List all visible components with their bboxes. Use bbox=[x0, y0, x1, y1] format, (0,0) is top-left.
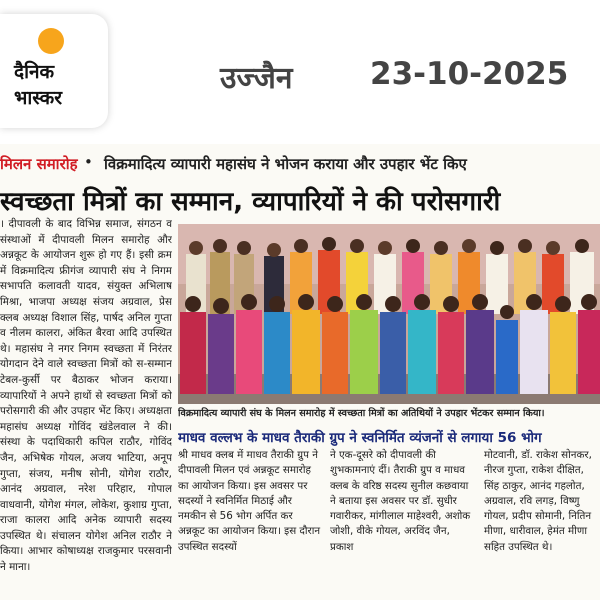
logo-text-line2: भास्कर bbox=[14, 87, 63, 109]
left-column-text: । दीपावली के बाद विभिन्न समाज, संगठन व संस्थाओं में दीपावली मिलन समारोह और अन्नकूट के आयोजन शुरू हो गए हैं। इसी क्रम में विक्रमादित्य फ्रीगंज व्यापारी संघ ने निगम सभापति कलावती यादव, संयुक्त अभिलाष मिश्रा, भाजपा अध्यक्ष संजय अग्रवाल, प्रेस क्लब अध्यक्ष विशाल सिंह, पार्षद अनिल गुप्ता व नीलम कालरा, अंकित बैरवा आदि उपस्थित थे। महासंघ ने नगर निगम स्वच्छता में निरंतर योगदान देने वाले स्वच्छता मित्रों को स-सम्मान टेबल-कुर्सी पर बैठाकर भोजन कराया। व्यापारियों ने अपने हाथों से स्वच्छता मित्रों को परोसगारी की और उपहार भेंट किए। अध्यक्षता महासंघ अध्यक्ष गोविंद खंडेलवाल ने की। संस्था के पदाधिकारी कपिल राठौर, गोविंद जैन, अभिषेक गोयल, अजय भाटिया, अनूप गुप्ता, संजय, मनीष सोनी, योगेश राठौर, आनंद अग्रवाल, नरेश परिहार, गोपाल वाधवानी, योगेश मंगल, लोकेश, कुशाग्र गुप्ता, राजा कालरा आदि अनेक व्यापारी सदस्य उपस्थित थे। संचालन योगेश अनिल राठौर ने किया। आभार कोषाध्यक्ष राजकुमार परसवानी ने माना। bbox=[0, 218, 172, 574]
edition-city: उज्जैन bbox=[220, 61, 293, 96]
newspaper-logo bbox=[0, 14, 108, 128]
edition-date: 23-10-2025 bbox=[370, 56, 569, 92]
article-column-3: मोटवानी, डॉ. राकेश सोनकर, नीरज गुप्ता, राकेश दीक्षित, सिंह ठाकुर, आनंद गहलोत, अग्रवाल, रवि लगड़, विष्णु गोयल, प्रदीप सोमानी, नितिन मीणा, धारीवाल, हेमंत मीणा सहित उपस्थित थे। bbox=[484, 449, 592, 553]
headline: स्वच्छता मित्रों का सम्मान, व्यापारियों ने की परोसगारी bbox=[0, 187, 501, 217]
news-clipping bbox=[0, 144, 600, 600]
kicker-label: मिलन समारोह bbox=[0, 155, 78, 173]
article-column-2: ने एक-दूसरे को दीपावली की शुभकामनाएं दीं। तैराकी ग्रुप व माधव क्लब के वरिष्ठ सदस्य सुनील कछवाया ने बताया इस अवसर पर डॉ. सुधीर गवारीकर, मांगीलाल माहेश्वरी, अशोक जोशी, वीके गोयल, अरविंद जैन, प्रकाश bbox=[330, 449, 471, 553]
sub-headline: माधव वल्लभ के माधव तैराकी ग्रुप ने स्वनिर्मित व्यंजनों से लगाया 56 भोग bbox=[178, 430, 542, 446]
group-photo bbox=[178, 224, 600, 404]
article-column-1: श्री माधव क्लब में माधव तैराकी ग्रुप ने दीपावली मिलन एवं अन्नकूट समारोह का आयोजन किया। इस अवसर पर सदस्यों ने स्वनिर्मित मिठाई और नमकीन से 56 भोग अर्पित कर अन्नकूट का आयोजन किया। इस दौरान उपस्थित सदस्यों bbox=[178, 449, 321, 553]
kicker-bullet: • bbox=[84, 153, 93, 171]
photo-caption: विक्रमादित्य व्यापारी संघ के मिलन समारोह में स्वच्छता मित्रों का अतिथियों ने उपहार भेंटकर सम्मान किया। bbox=[178, 408, 545, 419]
kicker-row bbox=[0, 152, 600, 178]
kicker-text: विक्रमादित्य व्यापारी महासंघ ने भोजन कराया और उपहार भेंट किए bbox=[104, 155, 467, 173]
logo-text-line1: दैनिक bbox=[14, 61, 55, 83]
sun-icon bbox=[38, 28, 64, 54]
